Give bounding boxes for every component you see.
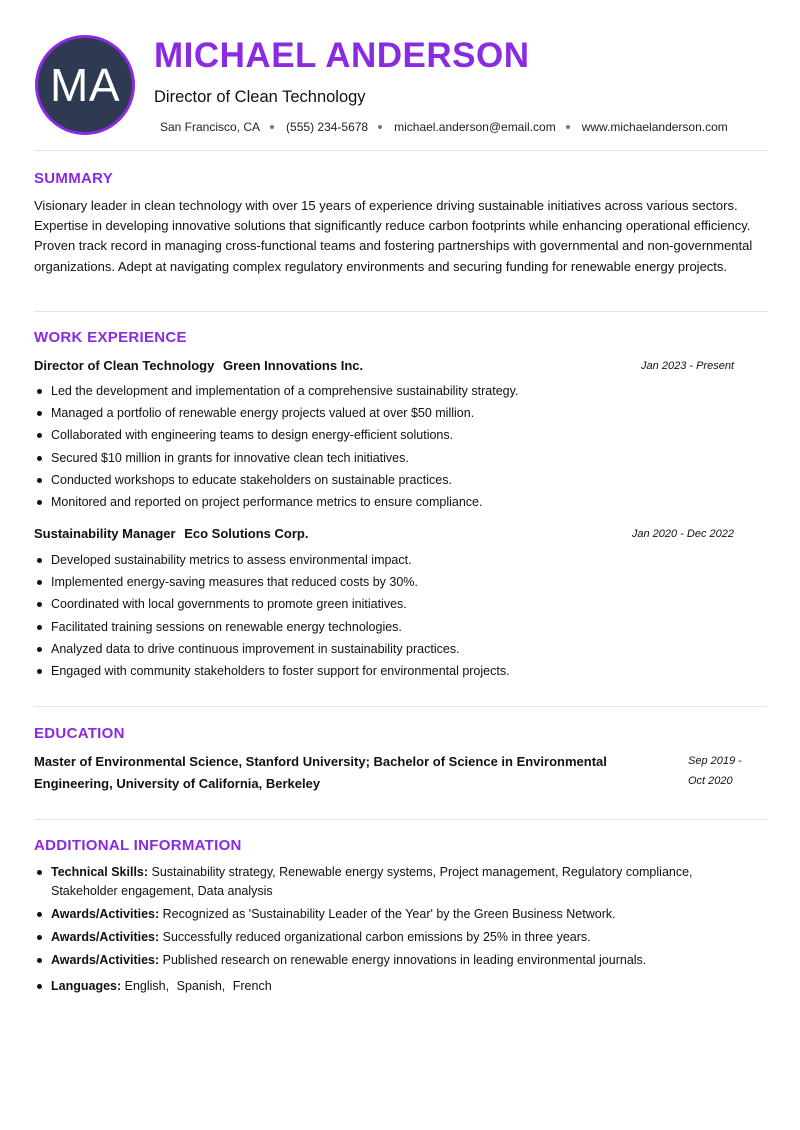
list-item: Developed sustainability metrics to assess environmental impact.	[34, 549, 754, 571]
contact-line	[160, 120, 728, 134]
list-item: Conducted workshops to educate stakeholders on sustainable practices.	[34, 469, 754, 491]
job-role: Director of Clean Technology	[34, 358, 215, 373]
divider	[34, 311, 767, 312]
list-item: Analyzed data to drive continuous improvement in sustainability practices.	[34, 638, 754, 660]
list-item: Collaborated with engineering teams to design energy-efficient solutions.	[34, 424, 754, 446]
candidate-title: Director of Clean Technology	[154, 88, 366, 106]
item-text: Sustainability strategy, Renewable energy systems, Project management, Regulatory compliance, Stakeholder engagement, Data analysis	[51, 865, 693, 898]
bullet-separator	[378, 125, 382, 129]
list-item	[34, 863, 754, 901]
education-degree: Master of Environmental Science, Stanford University; Bachelor of Science in Environmental Engineering, University of California, Berkeley	[34, 754, 607, 791]
avatar-initials: MA	[50, 59, 120, 111]
bullet-separator	[270, 125, 274, 129]
job-dates: Jan 2023 - Present	[641, 360, 734, 372]
job-dates: Jan 2020 - Dec 2022	[631, 528, 734, 540]
job-header	[34, 358, 767, 373]
list-item: Led the development and implementation of a comprehensive sustainability strategy.	[34, 380, 754, 402]
item-text: Successfully reduced organizational carbon emissions by 25% in three years.	[162, 930, 591, 944]
job-company: Eco Solutions Corp.	[184, 526, 309, 541]
experience-heading: WORK EXPERIENCE	[34, 329, 187, 346]
language: Spanish,	[176, 979, 226, 993]
list-item: Monitored and reported on project performance metrics to ensure compliance.	[34, 491, 754, 513]
education-heading: EDUCATION	[34, 725, 125, 742]
languages-item	[34, 977, 754, 996]
bullet-separator	[566, 125, 570, 129]
list-item: Facilitated training sessions on renewable energy technologies.	[34, 616, 754, 638]
divider	[34, 819, 767, 820]
education-dates	[688, 752, 768, 791]
list-item: Implemented energy-saving measures that reduced costs by 30%.	[34, 571, 754, 593]
avatar	[35, 35, 135, 135]
list-item: Engaged with community stakeholders to foster support for environmental projects.	[34, 660, 754, 682]
language: English,	[124, 979, 170, 993]
divider	[34, 150, 767, 151]
job-header	[34, 526, 767, 541]
item-text: Recognized as 'Sustainability Leader of the Year' by the Green Business Network.	[162, 907, 616, 921]
item-label: Technical Skills:	[51, 865, 149, 879]
contact-website[interactable]: www.michaelanderson.com	[581, 120, 728, 134]
job-role: Sustainability Manager	[34, 526, 176, 541]
item-label: Awards/Activities:	[51, 930, 160, 944]
contact-phone: (555) 234-5678	[286, 120, 369, 134]
additional-heading: ADDITIONAL INFORMATION	[34, 837, 242, 854]
job-bullets	[34, 549, 754, 682]
contact-email[interactable]: michael.anderson@email.com	[394, 120, 556, 134]
list-item: Secured $10 million in grants for innovative clean tech initiatives.	[34, 447, 754, 469]
item-label: Awards/Activities:	[51, 953, 160, 967]
education-date-end: Oct 2020	[688, 774, 733, 787]
item-label: Awards/Activities:	[51, 907, 160, 921]
education-date-start: Sep 2019 -	[688, 755, 742, 767]
contact-location: San Francisco, CA	[160, 120, 261, 134]
list-item	[34, 905, 754, 924]
job-bullets	[34, 380, 754, 513]
list-item: Coordinated with local governments to promote green initiatives.	[34, 593, 754, 615]
job-company: Green Innovations Inc.	[222, 358, 364, 373]
list-item: Managed a portfolio of renewable energy projects valued at over $50 million.	[34, 402, 754, 424]
summary-text: Visionary leader in clean technology with over 15 years of experience driving sustainable initiatives across various sectors. Expertise in developing innovative solutions that significantly reduce carbon footprints while enhancing operational efficiency. Proven track record in managing cross-functional teams and fostering partnerships with governmental and non-governmental organizations. Adept at navigating complex regulatory environments and securing funding for renewable energy projects.	[34, 198, 753, 274]
divider	[34, 706, 767, 707]
summary-heading: SUMMARY	[34, 170, 114, 187]
item-text: Published research on renewable energy innovations in leading environmental journals.	[162, 953, 647, 967]
language: French	[232, 979, 272, 993]
languages-label: Languages:	[51, 979, 122, 993]
list-item	[34, 951, 754, 970]
list-item	[34, 928, 754, 947]
additional-list	[34, 863, 754, 1000]
candidate-name: MICHAEL ANDERSON	[154, 36, 530, 75]
